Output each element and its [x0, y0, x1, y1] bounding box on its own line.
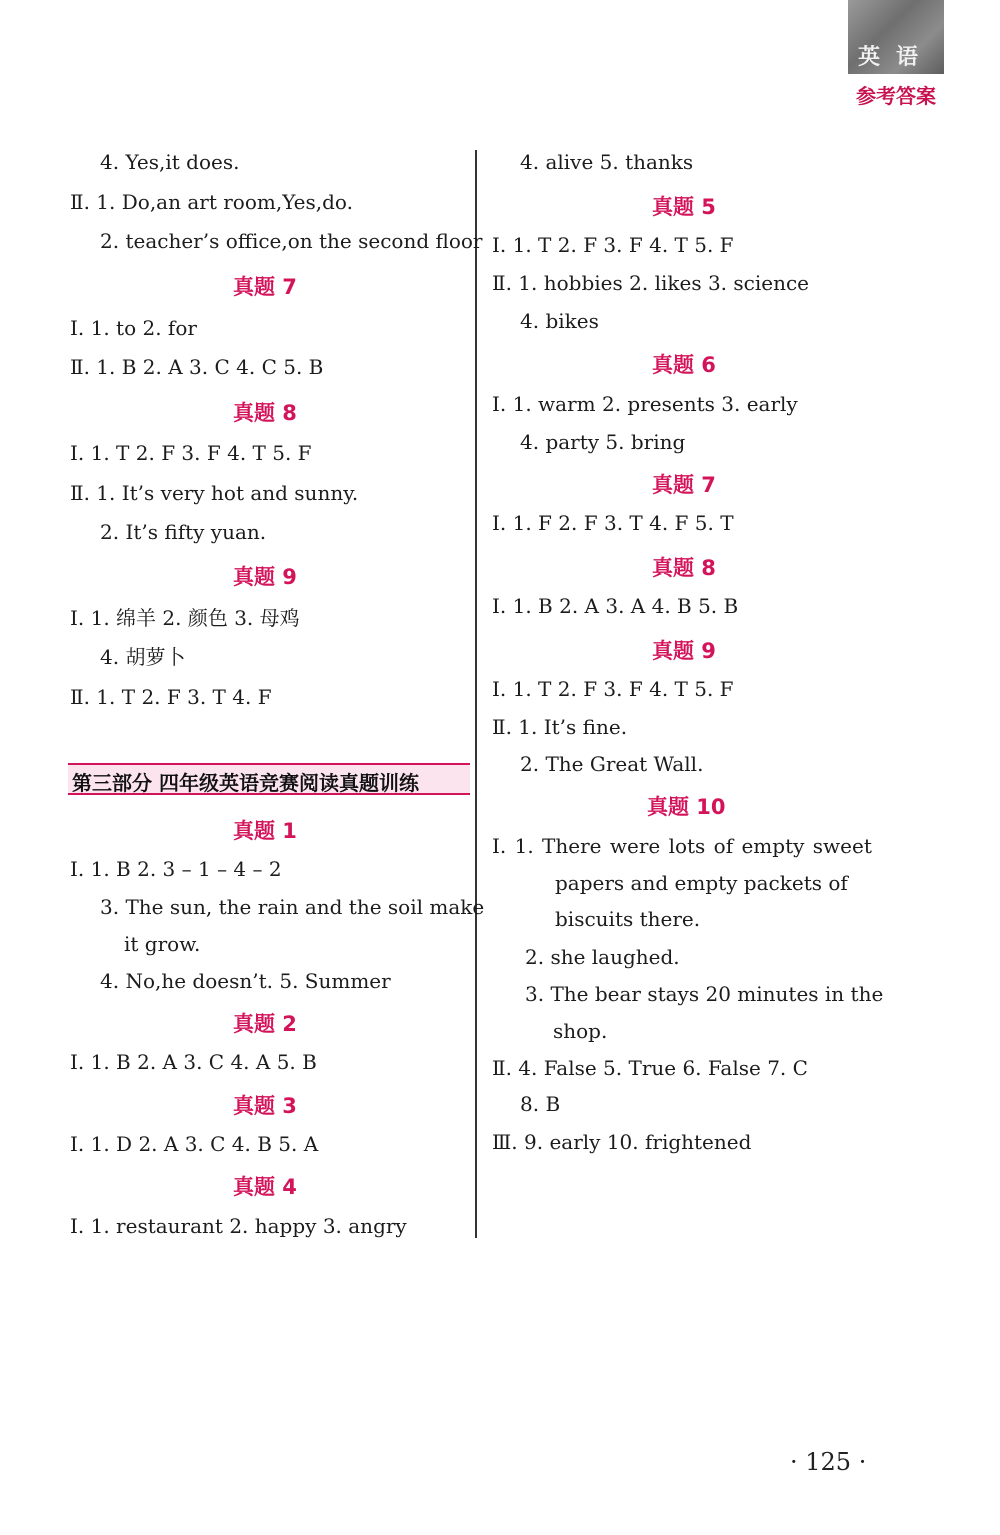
answer-line: 4. party 5. bring: [520, 430, 686, 454]
answer-line: Ⅱ. 4. False 5. True 6. False 7. C: [492, 1056, 808, 1080]
answer-line: Ⅰ. 1. warm 2. presents 3. early: [492, 392, 798, 416]
exam-heading: 真题 7: [652, 473, 716, 497]
answer-line: 4. 胡萝卜: [100, 645, 186, 669]
section-title: 第三部分 四年级英语竞赛阅读真题训练: [72, 771, 419, 795]
section-banner: [68, 763, 470, 795]
answer-line: 2. she laughed.: [525, 945, 680, 969]
answer-line: Ⅰ. 1. to 2. for: [70, 316, 197, 340]
answer-line: Ⅰ. 1. B 2. A 3. A 4. B 5. B: [492, 594, 739, 618]
answer-line: Ⅱ. 1. Do,an art room,Yes,do.: [70, 190, 353, 214]
answer-line: Ⅲ. 9. early 10. frightened: [492, 1130, 752, 1154]
column-divider: [475, 150, 477, 1238]
answer-key-label: 参考答案: [856, 84, 936, 108]
exam-heading: 真题 3: [233, 1094, 297, 1118]
answer-line: Ⅱ. 1. It’s very hot and sunny.: [70, 481, 359, 505]
answer-line: Ⅰ. 1. restaurant 2. happy 3. angry: [70, 1214, 407, 1238]
answer-line: biscuits there.: [555, 907, 701, 931]
answer-line: 4. bikes: [520, 309, 599, 333]
answer-line: 2. teacher’s office,on the second floor: [100, 229, 483, 253]
subject-label: 英语: [857, 45, 934, 70]
answer-line: Ⅰ. 1. There were lots of empty sweet: [492, 834, 872, 858]
answer-line: Ⅰ. 1. F 2. F 3. T 4. F 5. T: [492, 511, 734, 535]
answer-line: Ⅱ. 1. hobbies 2. likes 3. science: [492, 271, 809, 295]
answer-line: 4. No,he doesn’t. 5. Summer: [100, 969, 391, 993]
answer-line: Ⅰ. 1. T 2. F 3. F 4. T 5. F: [492, 233, 734, 257]
answer-line: Ⅰ. 1. T 2. F 3. F 4. T 5. F: [70, 441, 312, 465]
answer-line: 3. The sun, the rain and the soil make: [100, 895, 485, 919]
exam-heading: 真题 9: [233, 565, 297, 589]
exam-heading: 真题 8: [233, 401, 297, 425]
answer-line: Ⅱ. 1. It’s fine.: [492, 715, 628, 739]
exam-heading: 真题 8: [652, 556, 716, 580]
answer-line: Ⅱ. 1. B 2. A 3. C 4. C 5. B: [70, 355, 324, 379]
header-badge: [848, 0, 944, 74]
answer-line: Ⅰ. 1. B 2. A 3. C 4. A 5. B: [70, 1050, 317, 1074]
answer-line: shop.: [553, 1019, 608, 1043]
answer-line: Ⅰ. 1. 绵羊 2. 颜色 3. 母鸡: [70, 606, 300, 630]
answer-line: Ⅰ. 1. B 2. 3 – 1 – 4 – 2: [70, 857, 282, 881]
answer-line: 4. alive 5. thanks: [520, 150, 694, 174]
answer-line: it grow.: [124, 932, 201, 956]
exam-heading: 真题 9: [652, 639, 716, 663]
answer-line: papers and empty packets of: [555, 871, 848, 895]
answer-line: Ⅰ. 1. D 2. A 3. C 4. B 5. A: [70, 1132, 319, 1156]
exam-heading: 真题 6: [652, 353, 716, 377]
answer-line: 3. The bear stays 20 minutes in the: [525, 982, 884, 1006]
page-number: · 125 ·: [790, 1448, 867, 1476]
answer-line: 2. The Great Wall.: [520, 752, 704, 776]
exam-heading: 真题 7: [233, 275, 297, 299]
answer-line: 8. B: [520, 1092, 561, 1116]
answer-line: 4. Yes,it does.: [100, 150, 240, 174]
exam-heading: 真题 4: [233, 1175, 297, 1199]
answer-line: Ⅱ. 1. T 2. F 3. T 4. F: [70, 685, 272, 709]
exam-heading: 真题 5: [652, 195, 716, 219]
exam-heading: 真题 1: [233, 819, 297, 843]
exam-heading: 真题 2: [233, 1012, 297, 1036]
answer-line: 2. It’s fifty yuan.: [100, 520, 267, 544]
answer-line: Ⅰ. 1. T 2. F 3. F 4. T 5. F: [492, 677, 734, 701]
exam-heading: 真题 10: [647, 795, 726, 819]
